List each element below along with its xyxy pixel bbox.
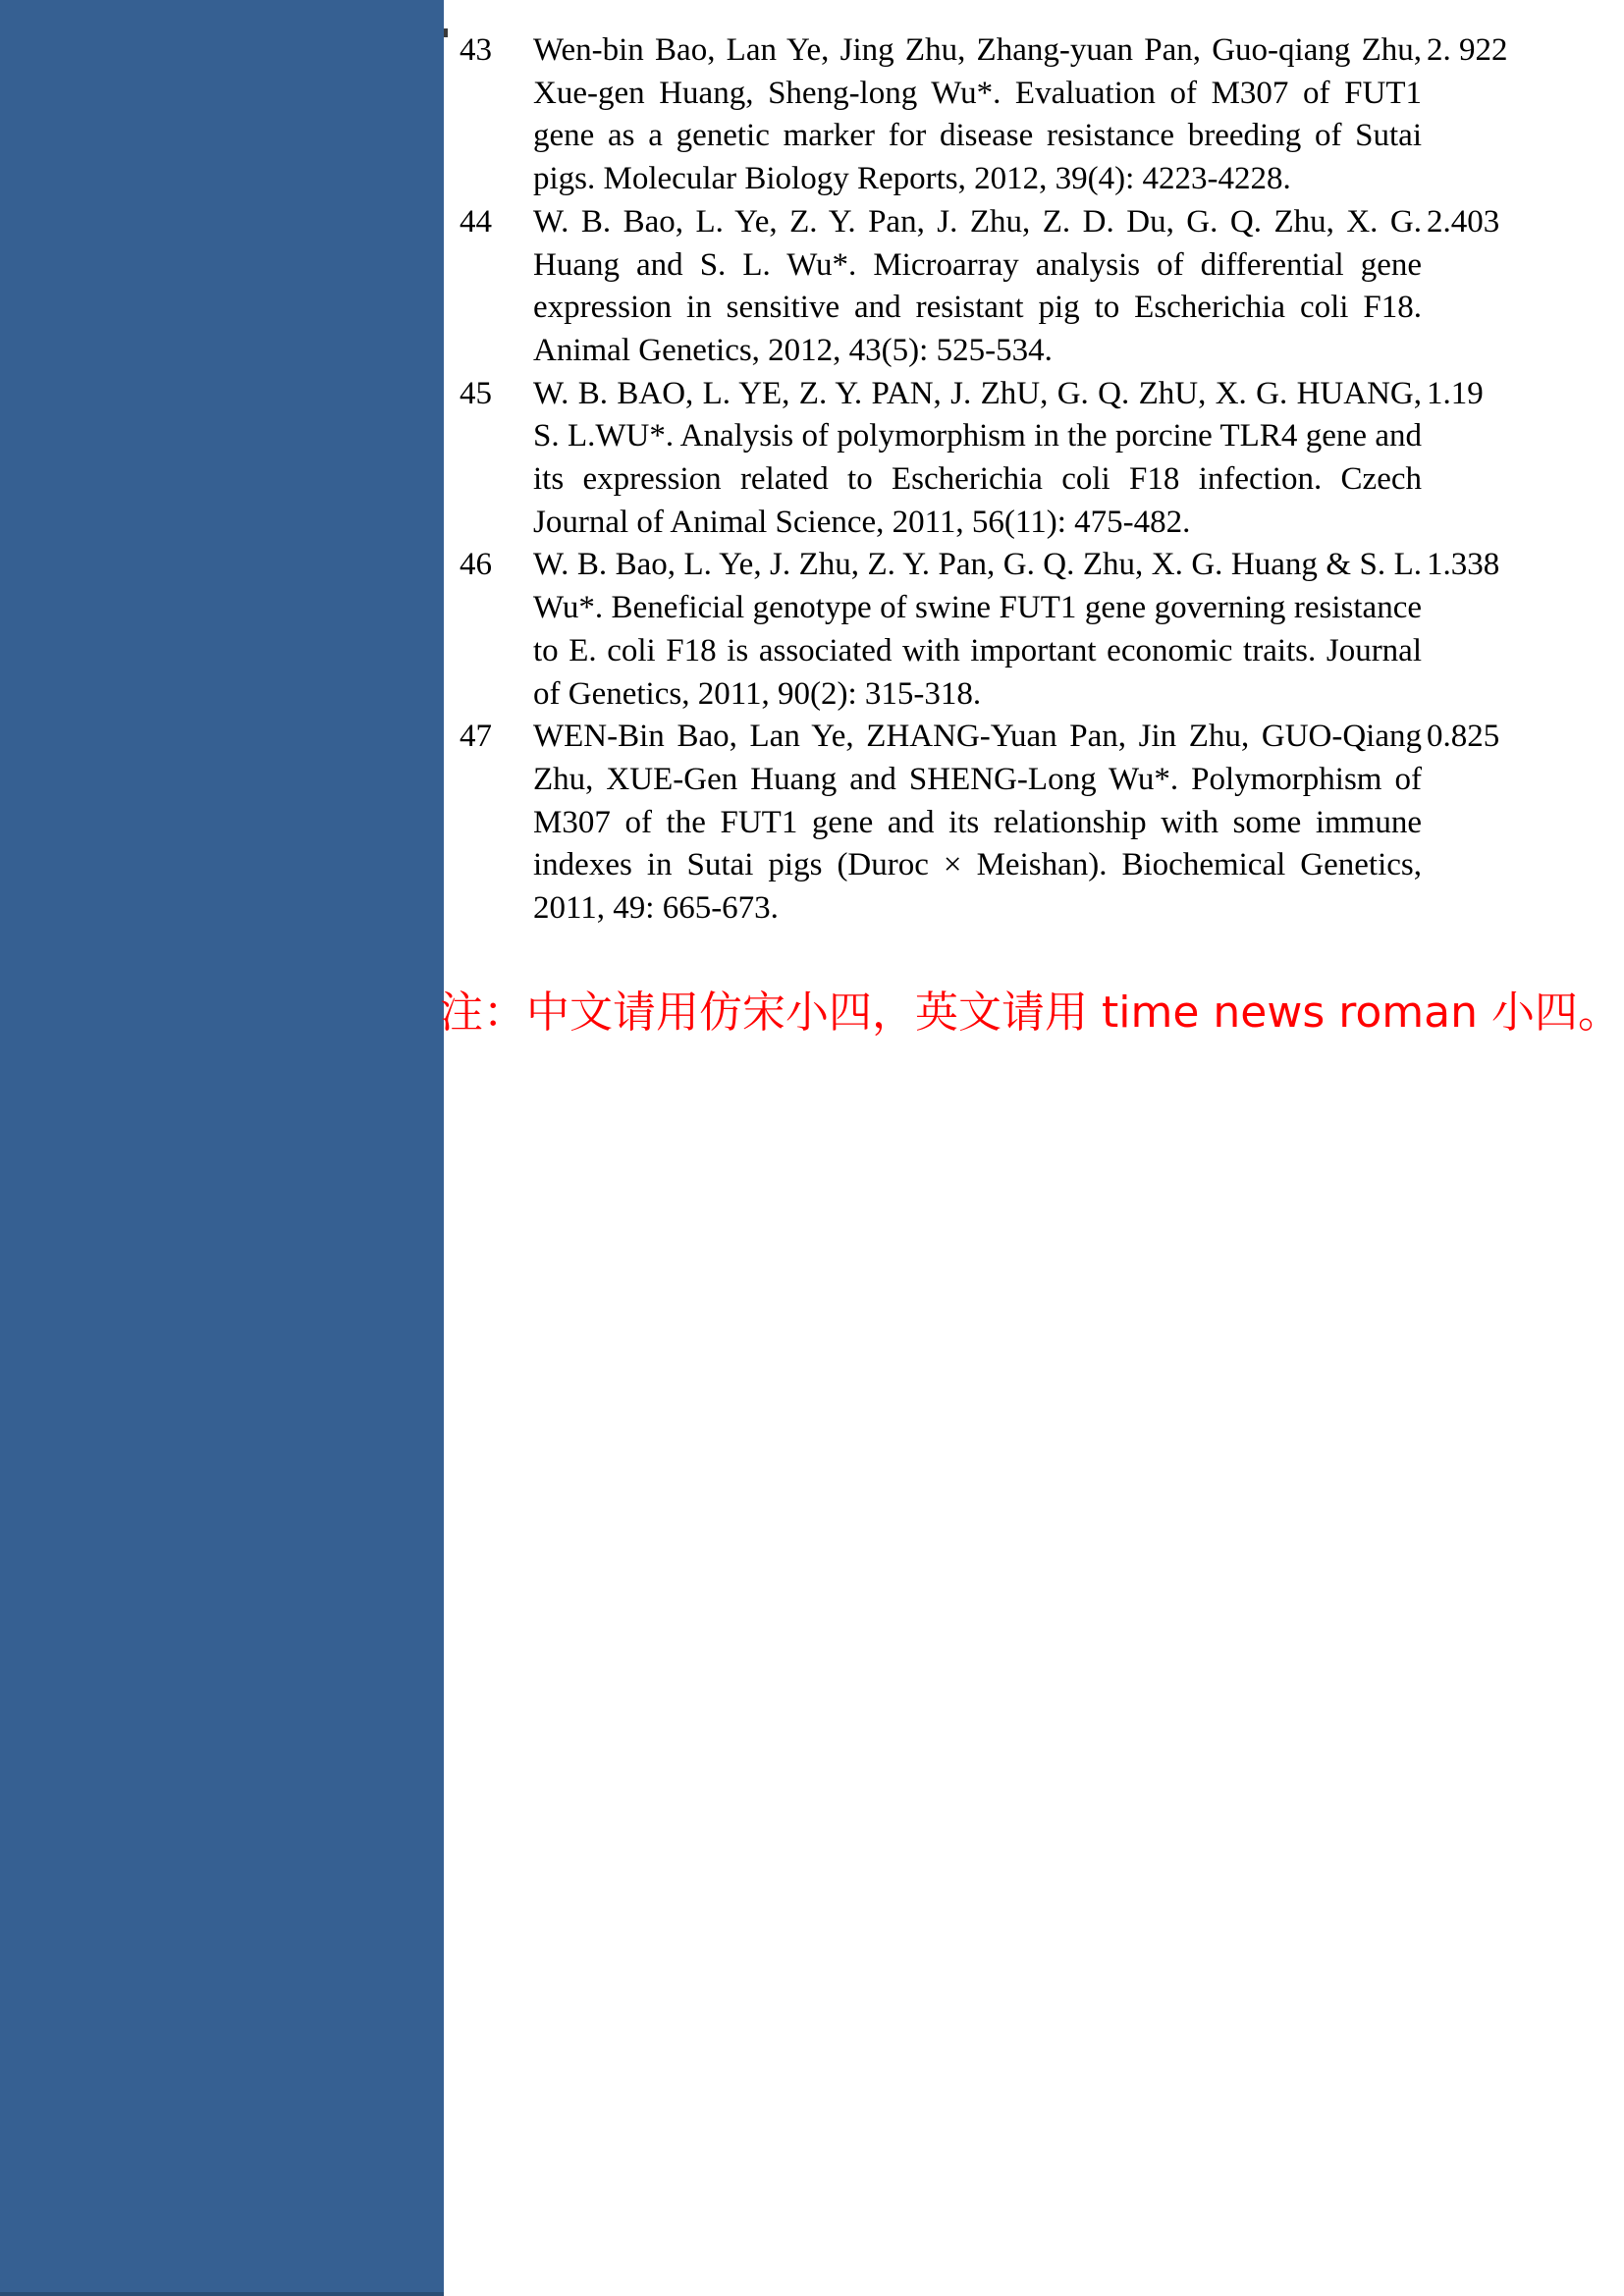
reference-row [444,29,1624,201]
reference-number: 43 [460,32,492,68]
reference-text: WEN-Bin Bao, Lan Ye, ZHANG-Yuan Pan, Jin Zhu, GUO-Qiang Zhu, XUE-Gen Huang and SHENG-Long Wu*. Polymorphism of M307 of the FUT1 gene and its relationship with some immune indexes in Sutai pigs (Duroc × Meishan). Biochemical Genetics, 2011, 49: 665-673. [533,719,1422,927]
reference-text: W. B. Bao, L. Ye, J. Zhu, Z. Y. Pan, G. Q. Zhu, X. G. Huang & S. L. Wu*. Beneficial genotype of swine FUT1 gene governing resistance to E. coli F18 is associated with important economic traits. Journal of Genetics, 2011, 90(2): 315-318. [533,547,1422,712]
reference-row [444,201,1624,373]
impact-factor-value: 2. 922 [1427,32,1508,68]
impact-factor-value: 1.19 [1427,375,1484,411]
reference-row [444,544,1624,716]
note-text: 注：中文请用仿宋小四，英文请用 time news roman 小四。 [440,988,1621,1038]
reference-text: W. B. BAO, L. YE, Z. Y. PAN, J. ZhU, G. Q. ZhU, X. G. HUANG, S. L.WU*. Analysis of polymorphism in the porcine TLR4 gene and its expression related to Escherichia coli F18 infection. Czech Journal of Animal Science, 2011, 56(11): 475-482. [533,375,1422,540]
reference-number: 45 [460,375,492,411]
reference-row [444,716,1624,931]
reference-list [444,29,1624,931]
sidebar-band [0,0,444,2296]
reference-number: 46 [460,547,492,583]
reference-row [444,373,1624,545]
impact-factor-value: 2.403 [1427,203,1500,240]
reference-text: Wen-bin Bao, Lan Ye, Jing Zhu, Zhang-yuan Pan, Guo-qiang Zhu, Xue-gen Huang, Sheng-long Wu*. Evaluation of M307 of FUT1 gene as a genetic marker for disease resistance breeding of Sutai pigs. Molecular Biology Reports, 2012, 39(4): 4223-4228. [533,32,1422,197]
reference-number: 44 [460,203,492,240]
impact-factor-value: 0.825 [1427,719,1500,755]
reference-number: 47 [460,719,492,755]
reference-text: W. B. Bao, L. Ye, Z. Y. Pan, J. Zhu, Z. D. Du, G. Q. Zhu, X. G. Huang and S. L. Wu*. Microarray analysis of differential gene expression in sensitive and resistant pig to Escherichia coli F18. Animal Genetics, 2012, 43(5): 525-534. [533,203,1422,368]
impact-factor-value: 1.338 [1427,547,1500,583]
